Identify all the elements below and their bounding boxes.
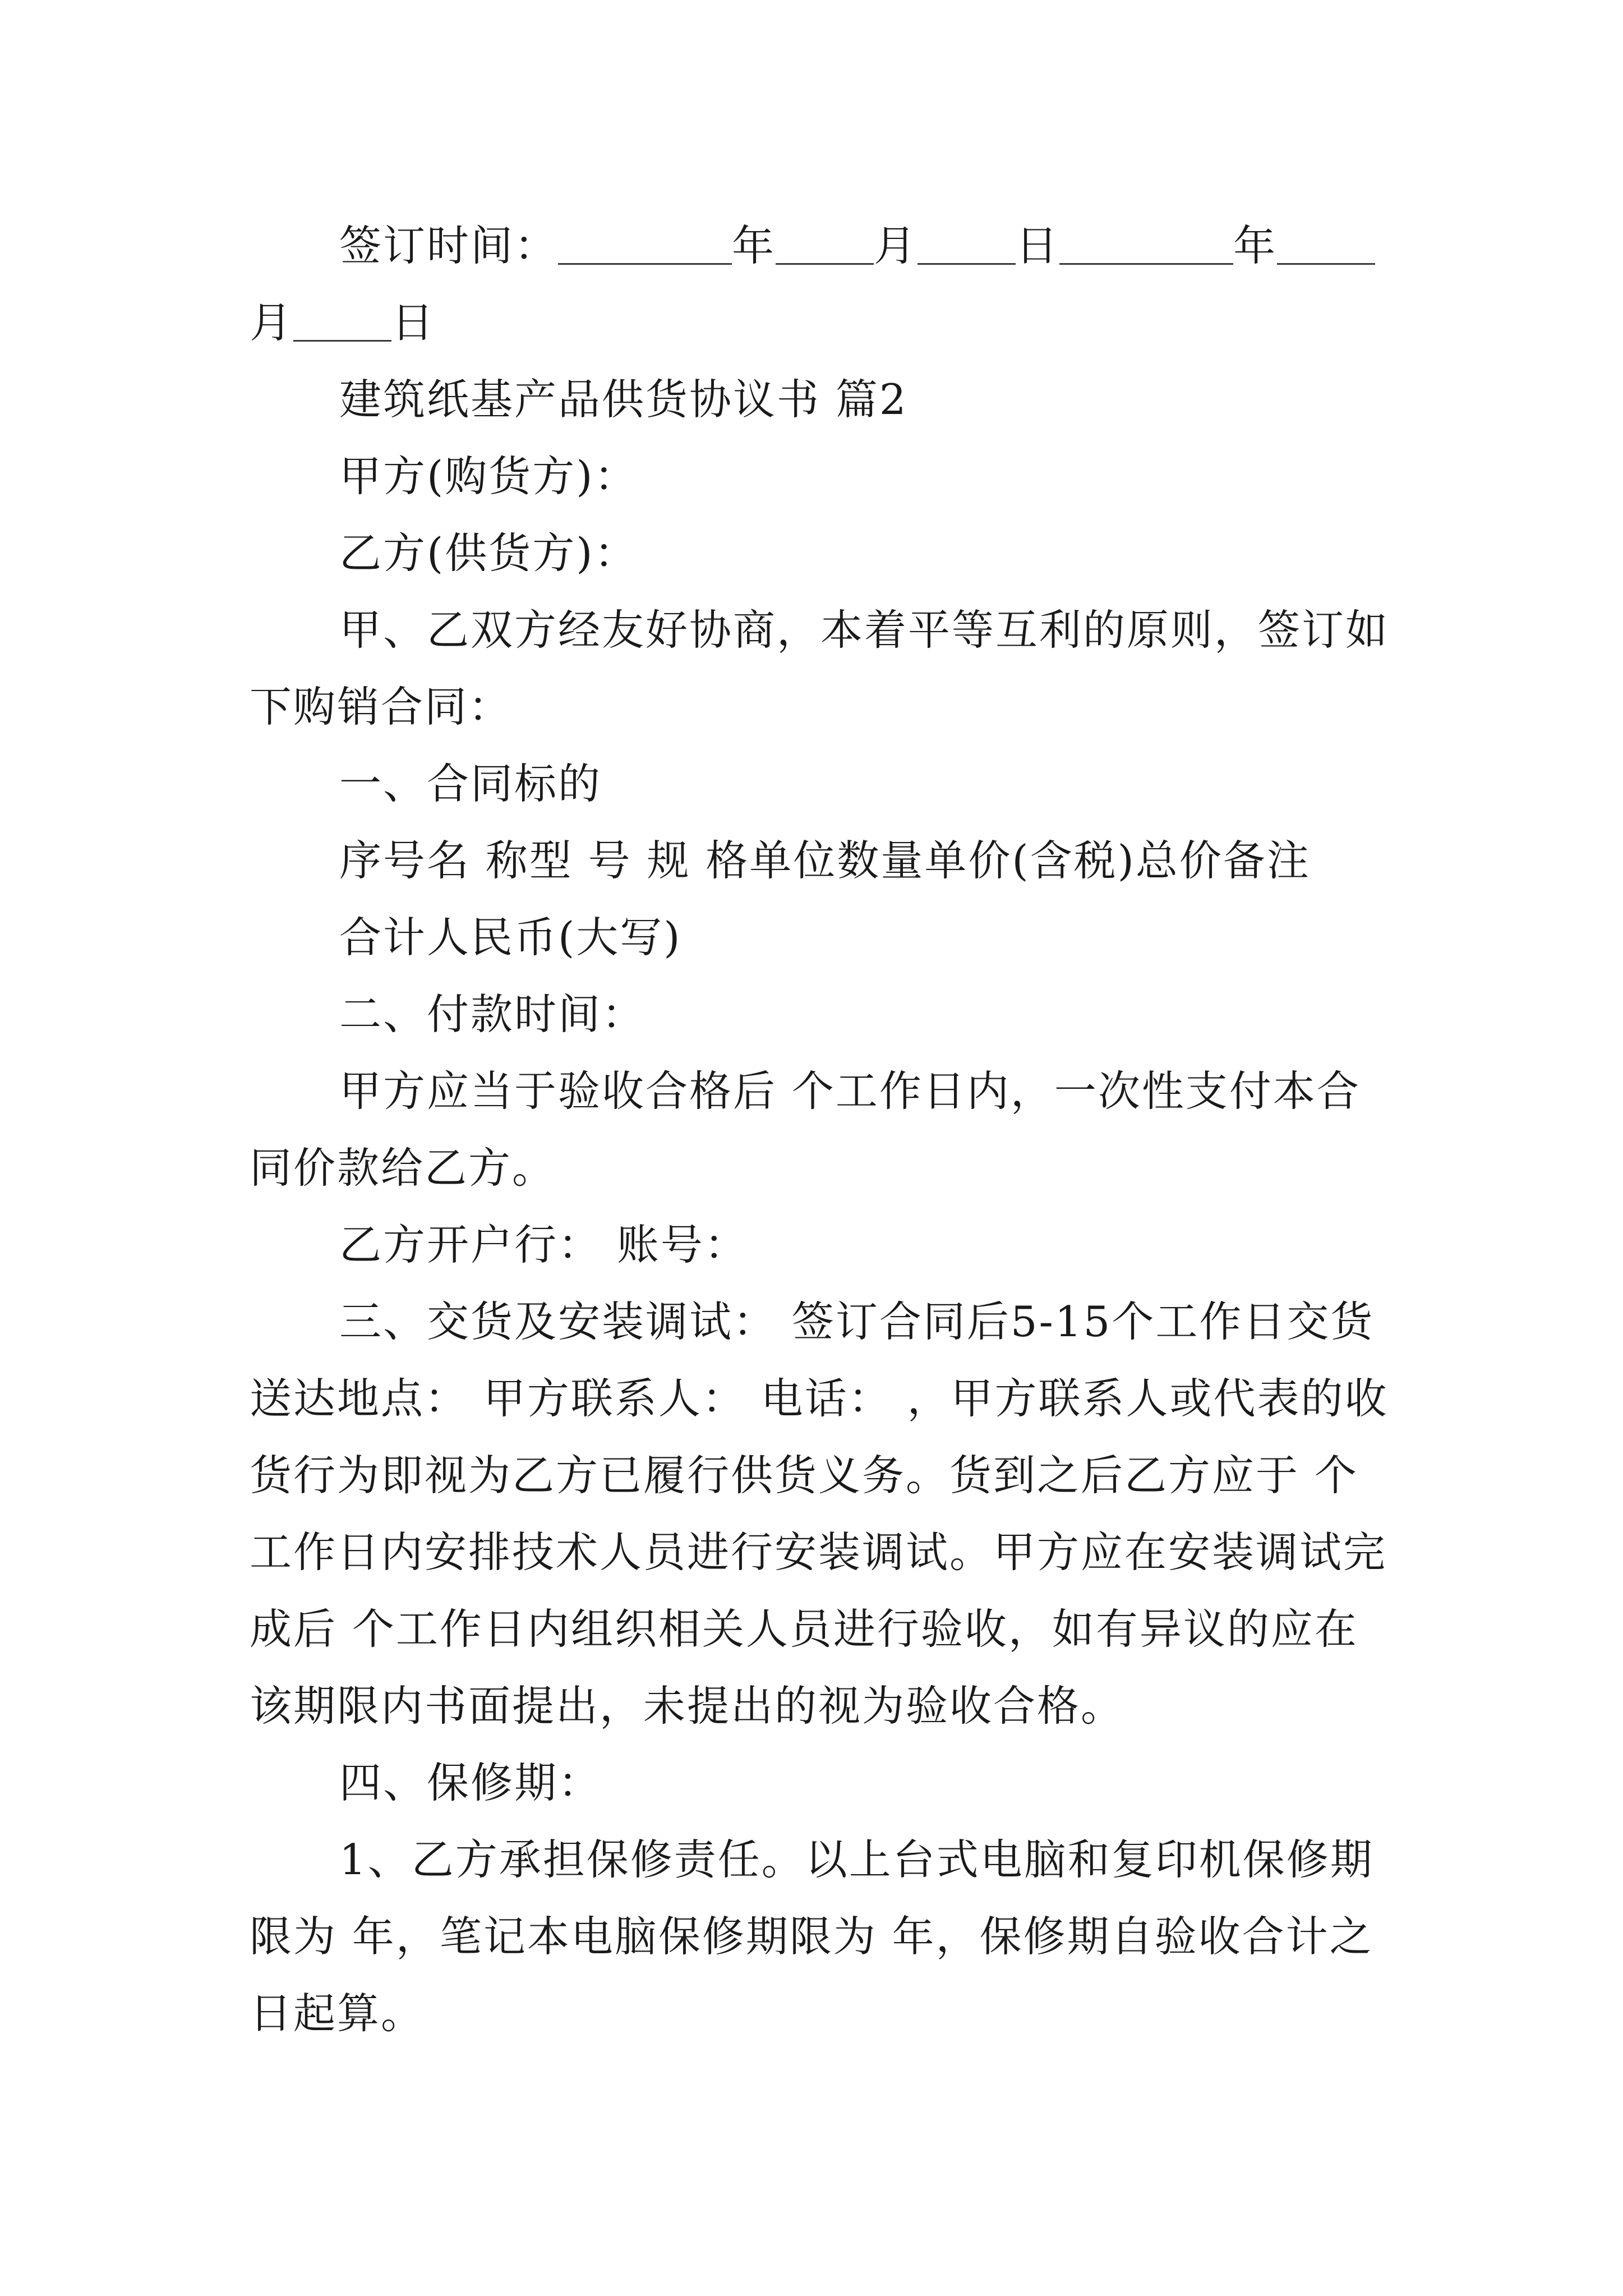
bank-account-line: 乙方开户行： 账号： bbox=[339, 1220, 748, 1269]
day-blank-1[interactable] bbox=[917, 224, 1016, 265]
year-label-2: 年 bbox=[1233, 221, 1278, 270]
month-blank-1[interactable] bbox=[776, 224, 874, 265]
year-blank-1[interactable] bbox=[558, 224, 732, 265]
day-label-2: 日 bbox=[391, 298, 436, 347]
month-blank-2[interactable] bbox=[1277, 224, 1375, 265]
month-label-2: 月 bbox=[250, 298, 294, 347]
table-header-line: 序号名 称型 号 规 格单位数量单价(含税)总价备注 bbox=[339, 836, 1311, 885]
section-2-heading: 二、付款时间： bbox=[339, 990, 646, 1039]
day-blank-2[interactable] bbox=[293, 301, 391, 342]
intro-paragraph: 甲、乙双方经友好协商，本着平等互利的原则，签订如下购销合同： bbox=[250, 605, 1390, 731]
year-label-1: 年 bbox=[732, 221, 776, 270]
payment-paragraph: 甲方应当于验收合格后 个工作日内，一次性支付本合同价款给乙方。 bbox=[250, 1066, 1361, 1193]
party-a-line: 甲方(购货方)： bbox=[339, 452, 638, 501]
party-b-line: 乙方(供货方)： bbox=[339, 528, 638, 578]
document-body bbox=[250, 208, 1391, 2052]
document-title: 建筑纸基产品供货协议书 篇2 bbox=[339, 375, 908, 424]
signing-date-label: 签订时间： bbox=[339, 221, 559, 270]
signing-date-line bbox=[250, 208, 1391, 361]
day-label-1: 日 bbox=[1016, 221, 1060, 270]
year-blank-2[interactable] bbox=[1059, 224, 1233, 265]
section-3-paragraph: 三、交货及安装调试： 签订合同后5-15个工作日交货送达地点： 甲方联系人： 电话： ，甲方联系人或代表的收货行为即视为乙方已履行供货义务。货到之后乙方应于 个工作日内安排技术人员进行安装调试。甲方应在安装调试完成后 个工作日内组织相关人员进行验收，如有异议的应在该期限内书面提出，未提出的视为验收合格。 bbox=[250, 1297, 1389, 1731]
section-4-heading: 四、保修期： bbox=[339, 1758, 602, 1807]
month-label-1: 月 bbox=[874, 221, 918, 270]
section-1-heading: 一、合同标的 bbox=[339, 759, 602, 808]
warranty-paragraph-1: 1、乙方承担保修责任。以上台式电脑和复印机保修期限为 年，笔记本电脑保修期限为 年，保修期自验收合计之日起算。 bbox=[250, 1835, 1374, 2038]
total-line: 合计人民币(大写) bbox=[339, 913, 682, 962]
